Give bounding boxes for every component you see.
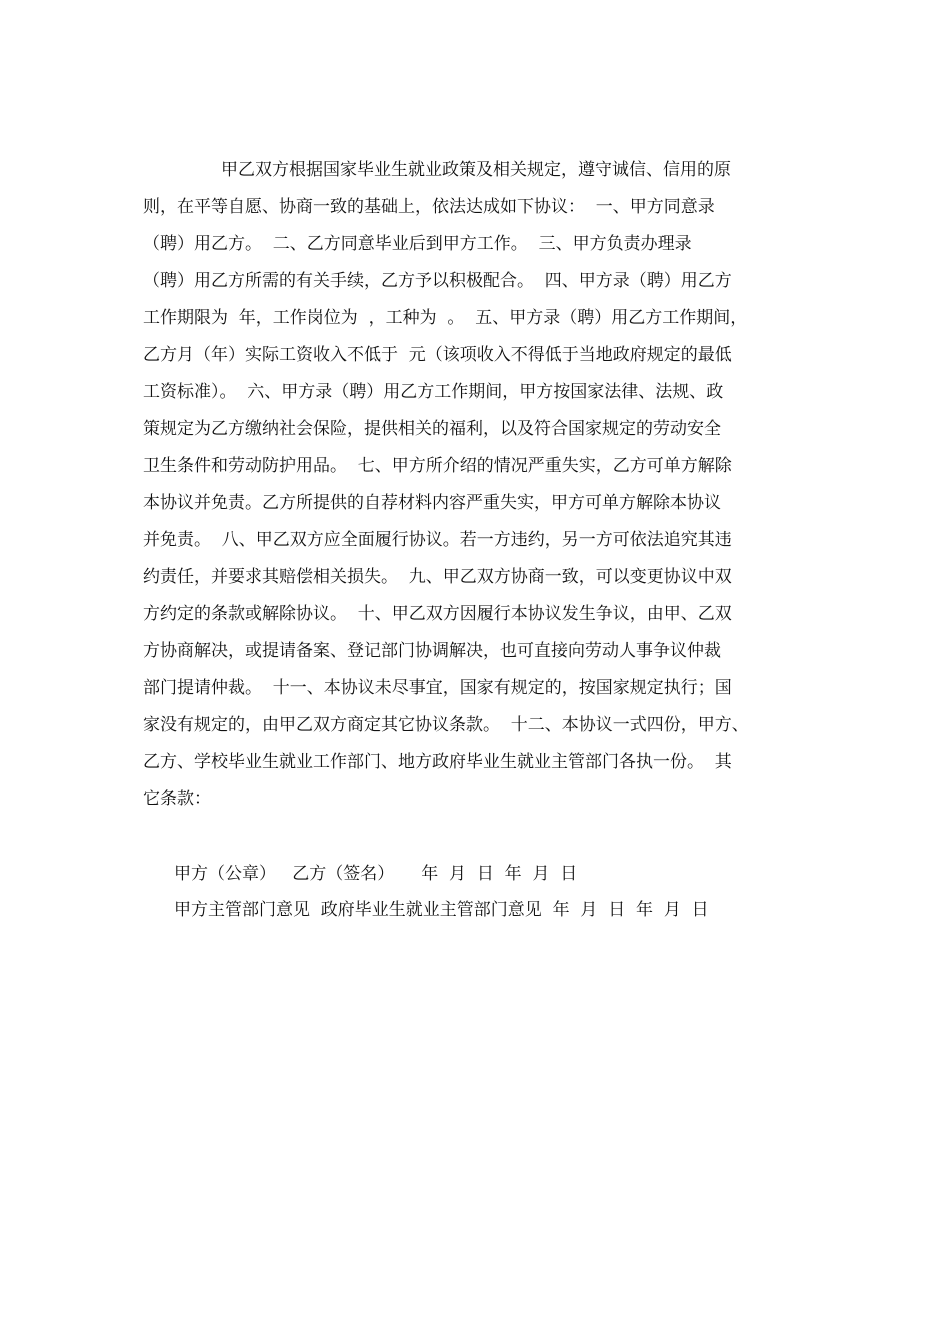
agreement-line: 工作期限为 年，工作岗位为 ，工种为 。 五、甲方录（聘）用乙方工作期间， <box>143 308 748 328</box>
agreement-line: 部门提请仲裁。 十一、本协议未尽事宜，国家有规定的，按国家规定执行；国 <box>143 678 732 698</box>
agreement-line: 约责任，并要求其赔偿相关损失。 九、甲乙双方协商一致，可以变更协议中双 <box>143 567 732 587</box>
agreement-line: 乙方、学校毕业生就业工作部门、地方政府毕业生就业主管部门各执一份。 其 <box>143 752 732 772</box>
signature-line-department-opinion: 甲方主管部门意见 政府毕业生就业主管部门意见 年 月 日 年 月 日 <box>174 900 709 920</box>
agreement-line: 家没有规定的，由甲乙双方商定其它协议条款。 十二、本协议一式四份，甲方、 <box>143 715 749 735</box>
agreement-line: 策规定为乙方缴纳社会保险，提供相关的福利，以及符合国家规定的劳动安全 <box>143 419 721 439</box>
agreement-line: 乙方月（年）实际工资收入不低于 元（该项收入不得低于当地政府规定的最低 <box>143 345 732 365</box>
agreement-line: 它条款： <box>143 789 211 809</box>
agreement-line: 工资标准）。 六、甲方录（聘）用乙方工作期间，甲方按国家法律、法规、政 <box>143 382 724 402</box>
signature-block <box>174 856 854 928</box>
agreement-line: 则，在平等自愿、协商一致的基础上，依法达成如下协议： 一、甲方同意录 <box>143 197 715 217</box>
agreement-line: 甲乙双方根据国家毕业生就业政策及相关规定，遵守诚信、信用的原 <box>221 160 731 180</box>
agreement-line: 方协商解决，或提请备案、登记部门协调解决，也可直接向劳动人事争议仲裁 <box>143 641 721 661</box>
signature-line-party-seal: 甲方（公章） 乙方（签名） 年 月 日 年 月 日 <box>174 864 578 884</box>
agreement-line: 卫生条件和劳动防护用品。 七、甲方所介绍的情况严重失实，乙方可单方解除 <box>143 456 732 476</box>
agreement-line: 并免责。 八、甲乙双方应全面履行协议。若一方违约，另一方可依法追究其违 <box>143 530 732 550</box>
agreement-line: 本协议并免责。乙方所提供的自荐材料内容严重失实，甲方可单方解除本协议 <box>143 493 721 513</box>
agreement-body <box>143 152 823 818</box>
agreement-line: （聘）用乙方所需的有关手续，乙方予以积极配合。 四、甲方录（聘）用乙方 <box>143 271 732 291</box>
agreement-line: 方约定的条款或解除协议。 十、甲乙双方因履行本协议发生争议，由甲、乙双 <box>143 604 732 624</box>
agreement-line: （聘）用乙方。 二、乙方同意毕业后到甲方工作。 三、甲方负责办理录 <box>143 234 692 254</box>
